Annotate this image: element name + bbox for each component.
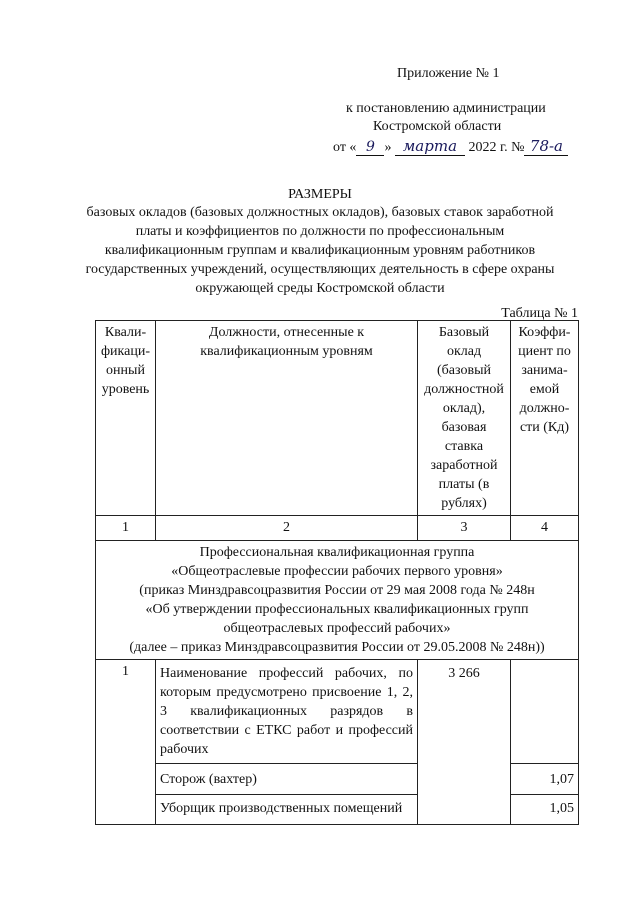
header-coef: Коэффи-циент по занима-емой должно-сти (Кд) xyxy=(511,321,579,516)
table-header-row xyxy=(96,321,579,516)
salary-cell: 3 266 xyxy=(418,660,511,825)
group-row xyxy=(96,541,579,660)
document-title: РАЗМЕРЫ xyxy=(288,187,352,202)
header-salary: Базовый оклад (базовый должностной оклад), базовая ставка заработной платы (в рублях) xyxy=(418,321,511,516)
appendix-date xyxy=(333,137,568,156)
header-position: Должности, отнесенные к квалификационным уровням xyxy=(156,321,418,516)
appendix-line-2: Костромской области xyxy=(373,119,502,134)
qualification-group-cell xyxy=(96,541,579,660)
column-number-row xyxy=(96,516,579,541)
table-label: Таблица № 1 xyxy=(501,306,578,321)
date-year: 2022 г. № xyxy=(468,140,525,155)
coef-cell: 1,07 xyxy=(511,764,579,795)
group-line: «Об утверждении профессиональных квалификационных групп xyxy=(145,602,529,617)
header-level: Квали-фикаци-онный уровень xyxy=(96,321,156,516)
date-prefix: от « xyxy=(333,140,357,155)
group-line: Профессиональная квалификационная группа xyxy=(199,545,475,560)
position-cell: Наименование профессий рабочих, по которым предусмотрено присвоение 1, 2, 3 квалификационных разрядов в соответствии с ЕТКС работ и профессий рабочих xyxy=(156,660,418,764)
group-line: (далее – приказ Минздравсоцразвития России от 29.05.2008 № 248н)) xyxy=(129,640,545,655)
date-mid: » xyxy=(384,140,392,155)
date-number: 78-а xyxy=(524,137,568,156)
coef-cell xyxy=(511,660,579,764)
position-cell: Сторож (вахтер) xyxy=(156,764,418,795)
date-month: марта xyxy=(395,137,465,156)
column-number: 2 xyxy=(156,516,418,541)
table-row xyxy=(96,660,579,764)
document-subtitle: базовых окладов (базовых должностных окладов), базовых ставок заработной платы и коэффициентов по должности по профессиональным квалификационным группам и квалификационным уровням работников государственных учреждений, осуществляющих деятельность в сфере охраны окружающей среды Костромской области xyxy=(85,205,555,296)
level-cell: 1 xyxy=(96,660,156,825)
column-number: 1 xyxy=(96,516,156,541)
salary-table xyxy=(95,320,579,825)
appendix-title: Приложение № 1 xyxy=(397,66,500,81)
appendix-line-1: к постановлению администрации xyxy=(346,101,546,116)
group-line: общеотраслевых профессий рабочих» xyxy=(223,621,451,636)
column-number: 4 xyxy=(511,516,579,541)
column-number: 3 xyxy=(418,516,511,541)
group-line: (приказ Минздравсоцразвития России от 29 мая 2008 года № 248н xyxy=(139,583,535,598)
position-cell: Уборщик производственных помещений xyxy=(156,795,418,825)
date-day: 9 xyxy=(356,139,384,156)
group-line: «Общеотраслевые профессии рабочих первого уровня» xyxy=(171,564,503,579)
coef-cell: 1,05 xyxy=(511,795,579,825)
